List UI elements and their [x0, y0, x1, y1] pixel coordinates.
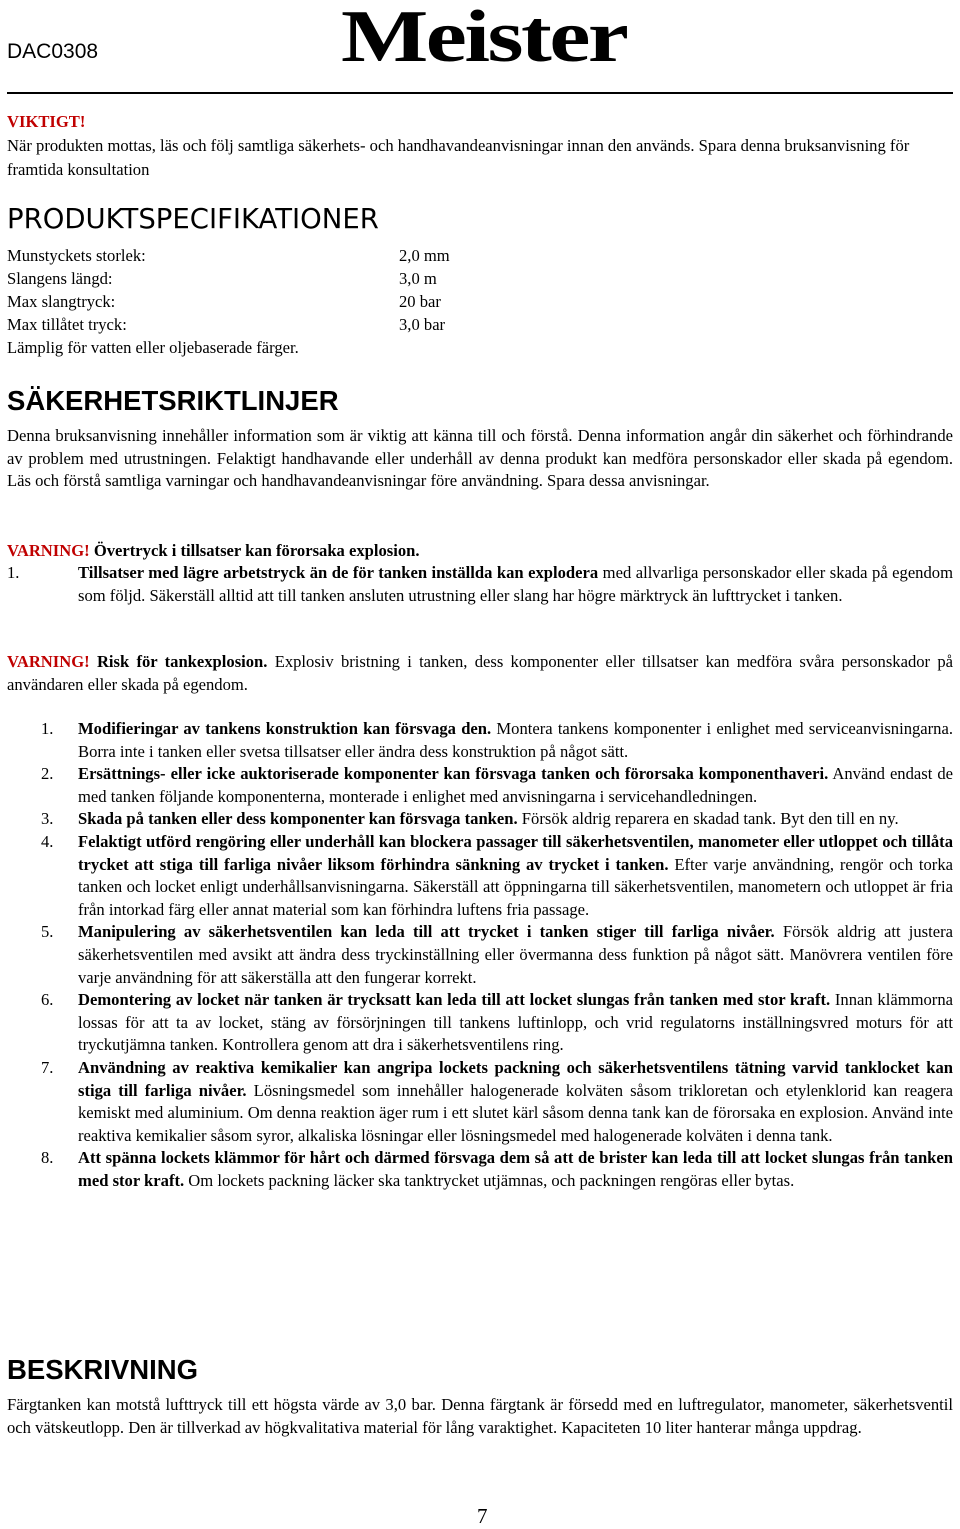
- item-text: med allvarliga personskador eller skada på egendom som följd. Säkerställ alltid att till tanken ansluten utrustning eller slang har högre märktryck än lufttrycket i tanken.: [78, 563, 953, 605]
- page-header: [7, 0, 953, 94]
- description-text: Färgtanken kan motstå lufttryck till ett högsta värde av 3,0 bar. Denna färgtank är försedd med en luftregulator, manometer, säkerhetsventil och vätskeutlopp. Den är tillverkad av högkvalitativa material för lång varaktighet. Kapaciteten 10 liter hanterar många uppdrag.: [7, 1395, 953, 1437]
- item-bold: Skada på tanken eller dess komponenter kan försvaga tanken.: [78, 809, 518, 829]
- item-text: Efter varje användning, rengör och torka tanken och locket enligt underhållsanvisningarna. Säkerställ att öppningarna till säkerhetsventilen, manometern och utloppet är fria från intorkad färg eller annat material som kan förhindra luftens fria passage.: [78, 854, 953, 919]
- item-bold: Manipulering av säkerhetsventilen kan leda till att trycket i tanken stiger till farliga nivåer.: [78, 922, 775, 942]
- important-text: När produkten mottas, läs och följ samtliga säkerhets- och handhavandeanvisningar innan den används. Spara denna bruksanvisning för framtida konsultation: [7, 136, 910, 179]
- item-text: Om lockets packning läcker ska tanktrycket utjämnas, och packningen rengöras eller bytas.: [184, 1170, 795, 1190]
- spec-row: [7, 292, 115, 315]
- list-item: [7, 1147, 953, 1192]
- item-bold: Ersättnings- eller icke auktoriserade komponenter kan försvaga tanken och förorsaka komponenthaveri.: [78, 764, 829, 784]
- item-number: 7.: [41, 1057, 54, 1077]
- spec-label: Max tillåtet tryck:: [7, 315, 127, 334]
- warning-label: VARNING!: [7, 541, 90, 560]
- important-label: VIKTIGT!: [7, 112, 86, 131]
- spec-row: [7, 315, 127, 338]
- specs-heading: PRODUKTSPECIFIKATIONER: [7, 203, 379, 235]
- item-number: 1.: [7, 563, 20, 582]
- important-notice: [7, 110, 953, 182]
- page-number: 7: [477, 1504, 488, 1528]
- spec-label: Munstyckets storlek:: [7, 246, 146, 265]
- item-text: Försök aldrig reparera en skadad tank. Byt den till en ny.: [517, 809, 899, 829]
- item-bold: Demontering av locket när tanken är trycksatt kan leda till att locket slungas från tanken med stor kraft.: [78, 990, 831, 1010]
- item-number: 1.: [41, 719, 54, 738]
- item-text: Montera tankens komponenter i enlighet med serviceanvisningarna. Borra inte i tanken eller svetsa tillsatser eller ändra dess konstruktion på något sätt.: [78, 719, 953, 761]
- list-item: [7, 808, 953, 831]
- warning-overpressure-list: [7, 562, 953, 607]
- warning-heading: Risk för tankexplosion.: [96, 652, 268, 671]
- list-item: [7, 1057, 953, 1147]
- warning-label: VARNING!: [7, 652, 90, 671]
- spec-row: [7, 246, 146, 269]
- spec-note: Lämplig för vatten eller oljebaserade färger.: [7, 338, 299, 357]
- spec-value: 3,0 bar: [399, 315, 446, 334]
- description-heading: BESKRIVNING: [7, 1354, 198, 1385]
- spec-label: Max slangtryck:: [7, 292, 116, 311]
- list-item: [7, 763, 953, 808]
- item-number: 8.: [41, 1148, 54, 1168]
- safety-heading: SÄKERHETSRIKTLINJER: [7, 385, 339, 416]
- spec-value: 3,0 m: [399, 269, 437, 288]
- item-text: Lösningsmedel som innehåller halogenerade kolväten såsom trikloretan och etylenklorid kan reagera kemiskt med aluminium. Om denna reaktion äger rum i ett slutet kärl såsom denna tank kan de förorsaka en explosion. Använd inte reaktiva kemikalier såsom syror, alkaliska lösningar eller lösningsmedel med halogenerade kolväten i denna tank.: [78, 1080, 954, 1145]
- spec-value: 2,0 mm: [399, 246, 450, 265]
- item-number: 6.: [41, 990, 54, 1010]
- item-number: 2.: [41, 764, 54, 784]
- warning-heading: Övertryck i tillsatser kan förorsaka explosion.: [93, 541, 420, 560]
- list-item: [7, 562, 953, 607]
- warning-text: Explosiv bristning i tanken, dess komponenter eller tillsatser kan medföra svåra personskador på användaren eller skada på egendom.: [7, 652, 953, 694]
- item-bold: Att spänna lockets klämmor för hårt och därmed försvaga dem så att de brister kan leda till att locket slungas från tanken med stor kraft.: [78, 1148, 953, 1190]
- list-item: [7, 921, 953, 989]
- brand-logo: Meister: [341, 0, 627, 78]
- warning-overpressure: [7, 540, 953, 563]
- manual-page: [7, 0, 954, 1528]
- list-item: [7, 989, 953, 1057]
- spec-value: 20 bar: [399, 292, 441, 311]
- item-number: 5.: [41, 922, 54, 942]
- spec-row: [7, 269, 113, 292]
- spec-label: Slangens längd:: [7, 269, 113, 288]
- item-text: Använd endast de med tanken följande komponenterna, monterade i enlighet med anvisningarna i servicehandledningen.: [78, 764, 954, 806]
- item-number: 3.: [41, 809, 54, 829]
- item-bold: Modifieringar av tankens konstruktion kan försvaga den.: [78, 719, 492, 738]
- item-number: 4.: [41, 831, 54, 851]
- warning-tank-list: [7, 718, 953, 1192]
- safety-intro: Denna bruksanvisning innehåller information som är viktig att känna till och förstå. Denna information angår din säkerhet och förhindrande av problem med utrustningen. Felaktigt handhavande eller underhåll av denna produkt kan medföra personskador eller skada på egendom. Läs och förstå samtliga varningar och handhavandeanvisningar före användning. Spara dessa anvisningar.: [7, 426, 953, 491]
- item-bold: Felaktigt utförd rengöring eller underhåll kan blockera passager till säkerhetsventilen, manometer eller utloppet och tillåta trycket att stiga till farliga nivåer liksom förhindra sänkning av trycket i tanken.: [78, 831, 953, 874]
- list-item: [7, 831, 953, 921]
- list-item: [7, 718, 953, 763]
- item-text: Försök aldrig att justera säkerhetsventilen med avsikt att ändra dess tryckinställning eller övermanna dess funktion på något sätt. Manövrera ventilen före varje användning för att säkerställa att den fungerar korrekt.: [78, 922, 953, 987]
- warning-tank-explosion: [7, 651, 953, 696]
- item-bold: Tillsatser med lägre arbetstryck än de för tanken inställda kan explodera: [78, 563, 599, 582]
- item-bold: Användning av reaktiva kemikalier kan angripa lockets packning och säkerhetsventilens tätning varvid tanklocket kan stiga till farliga nivåer.: [78, 1057, 953, 1100]
- document-code: DAC0308: [7, 40, 99, 63]
- item-text: Innan klämmorna lossas för att ta av locket, stäng av försörjningen till tankens luftinlopp, och vrid regulatorns inställningsvred moturs för att tryckutjämna tanken. Kontrollera genom att dra i säkerhetsventilens ring.: [78, 990, 953, 1055]
